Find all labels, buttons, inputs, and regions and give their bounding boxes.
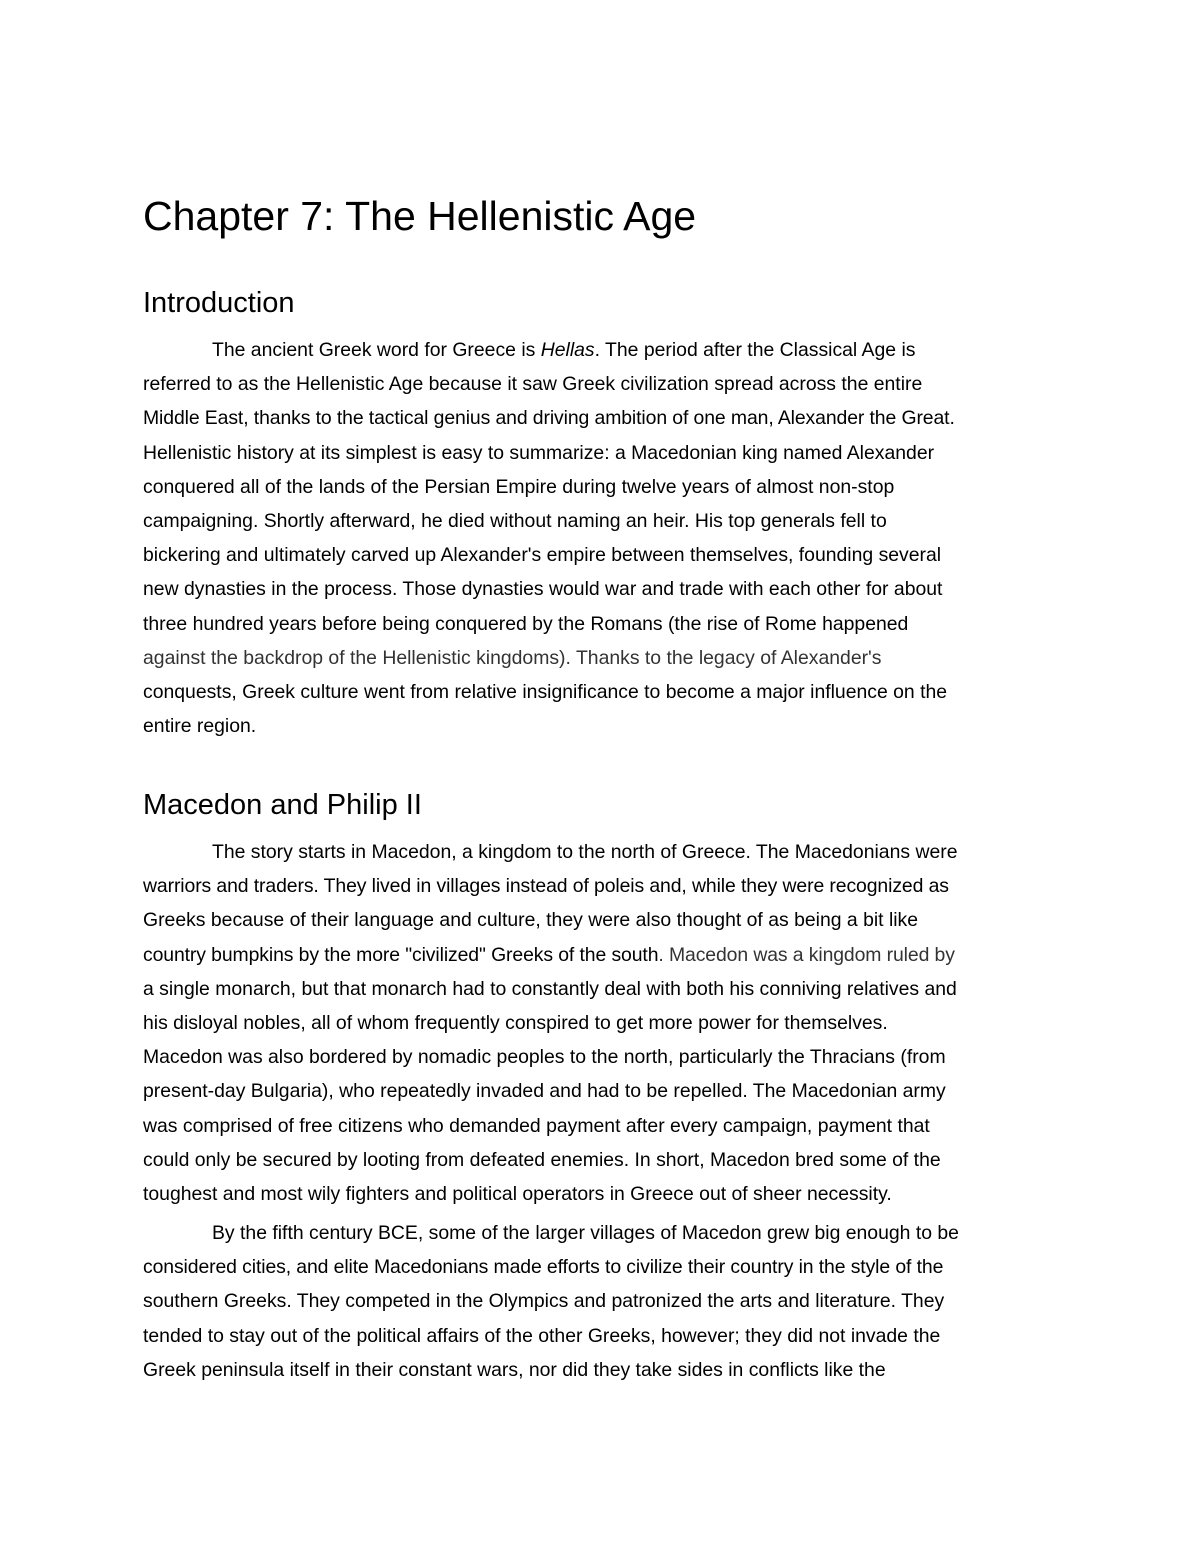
emphasized-word: Hellas bbox=[540, 339, 595, 361]
chapter-title: Chapter 7: The Hellenistic Age bbox=[143, 193, 697, 239]
paragraph-line: entire region. bbox=[143, 715, 257, 738]
section-heading-macedon-philip: Macedon and Philip II bbox=[143, 789, 422, 821]
introduction-paragraph bbox=[143, 333, 1063, 743]
paragraph-line: warriors and traders. They lived in villages instead of poleis and, while they were recognized as bbox=[143, 875, 949, 898]
paragraph-line: Middle East, thanks to the tactical genius and driving ambition of one man, Alexander the Great. bbox=[143, 407, 955, 430]
paragraph-line: was comprised of free citizens who demanded payment after every campaign, payment that bbox=[143, 1114, 930, 1137]
paragraph-line: campaigning. Shortly afterward, he died without naming an heir. His top generals fell to bbox=[143, 509, 887, 532]
paragraph-line: his disloyal nobles, all of whom frequently conspired to get more power for themselves. bbox=[143, 1011, 888, 1034]
paragraph-line: southern Greeks. They competed in the Olympics and patronized the arts and literature. They bbox=[143, 1290, 945, 1313]
paragraph-line: considered cities, and elite Macedonians made efforts to civilize their country in the style of the bbox=[143, 1256, 944, 1279]
paragraph-line: referred to as the Hellenistic Age because it saw Greek civilization spread across the entire bbox=[143, 373, 923, 396]
paragraph-line: The story starts in Macedon, a kingdom to the north of Greece. The Macedonians were bbox=[212, 841, 958, 863]
paragraph-line: could only be secured by looting from defeated enemies. In short, Macedon bred some of the bbox=[143, 1148, 941, 1171]
paragraph-line: Greeks because of their language and culture, they were also thought of as being a bit like bbox=[143, 909, 919, 932]
paragraph-line: tended to stay out of the political affairs of the other Greeks, however; they did not invade the bbox=[143, 1324, 941, 1347]
paragraph-line: against the backdrop of the Hellenistic kingdoms). Thanks to the legacy of Alexander's bbox=[143, 646, 882, 669]
macedon-paragraph-2 bbox=[143, 1216, 1063, 1387]
paragraph-line: Macedon was also bordered by nomadic peoples to the north, particularly the Thracians (from bbox=[143, 1046, 946, 1069]
paragraph-line: toughest and most wily fighters and political operators in Greece out of sheer necessity. bbox=[143, 1182, 892, 1205]
paragraph-line: three hundred years before being conquered by the Romans (the rise of Rome happened bbox=[143, 612, 909, 635]
paragraph-line: present-day Bulgaria), who repeatedly invaded and had to be repelled. The Macedonian army bbox=[143, 1080, 946, 1103]
paragraph-line: conquests, Greek culture went from relative insignificance to become a major influence on the bbox=[143, 680, 948, 703]
paragraph-line: Greek peninsula itself in their constant wars, nor did they take sides in conflicts like the bbox=[143, 1358, 886, 1381]
paragraph-line: The ancient Greek word for Greece is Hellas. The period after the Classical Age is bbox=[212, 339, 916, 361]
paragraph-line: country bumpkins by the more "civilized" Greeks of the south. Macedon was a kingdom ruled by bbox=[143, 943, 955, 966]
macedon-paragraph-1 bbox=[143, 835, 1063, 1211]
paragraph-line: By the fifth century BCE, some of the larger villages of Macedon grew big enough to be bbox=[212, 1222, 959, 1244]
paragraph-line: new dynasties in the process. Those dynasties would war and trade with each other for about bbox=[143, 578, 943, 601]
paragraph-line: bickering and ultimately carved up Alexander's empire between themselves, founding several bbox=[143, 544, 942, 567]
paragraph-line: Hellenistic history at its simplest is easy to summarize: a Macedonian king named Alexander bbox=[143, 441, 935, 464]
paragraph-line: a single monarch, but that monarch had to constantly deal with both his conniving relatives and bbox=[143, 977, 957, 1000]
section-heading-introduction: Introduction bbox=[143, 287, 295, 319]
paragraph-line: conquered all of the lands of the Persian Empire during twelve years of almost non-stop bbox=[143, 475, 895, 498]
